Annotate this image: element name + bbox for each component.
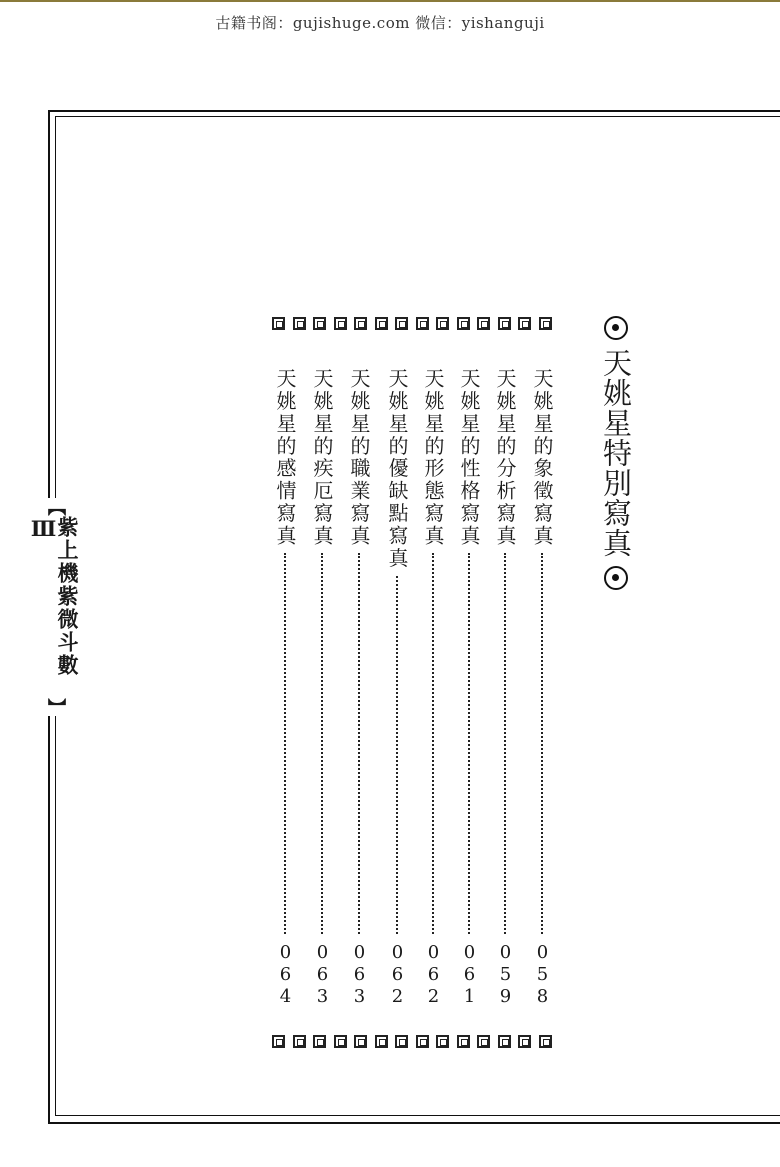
ornament-square (293, 1035, 306, 1048)
ornament-square (334, 317, 347, 330)
ornament-square (539, 1035, 552, 1048)
ornament-square (518, 1035, 531, 1048)
ornament-square (375, 317, 388, 330)
toc-leader-dots (321, 553, 323, 934)
toc-leader-dots (468, 553, 470, 934)
toc-entry-page: 063 (312, 942, 333, 1008)
ornament-square (272, 317, 285, 330)
ornament-square (375, 1035, 388, 1048)
ornament-border-top (272, 313, 552, 333)
ornament-square (498, 317, 511, 330)
ornament-square (416, 317, 429, 330)
toc-leader-dots (541, 553, 543, 934)
ornament-square (395, 1035, 408, 1048)
toc-entry-page: 058 (532, 942, 553, 1008)
toc-leader-dots (396, 576, 398, 934)
ornament-square (436, 317, 449, 330)
ornament-square (354, 317, 367, 330)
toc-entry-label: 天姚星的感情寫真 (273, 368, 297, 548)
toc-entry-page: 061 (459, 942, 480, 1008)
spine-bracket-close: 】 (45, 698, 66, 716)
section-title-text: 天姚星特別寫真 (599, 348, 633, 558)
toc-entry-label: 天姚星的職業寫真 (347, 368, 371, 548)
spine-bracket-open: 【 (45, 498, 66, 516)
ornament-square (477, 317, 490, 330)
toc-entry-page: 059 (495, 942, 516, 1008)
ornament-square (293, 317, 306, 330)
toc-entry-page: 062 (423, 942, 444, 1008)
ornament-square (477, 1035, 490, 1048)
ornament-square (457, 1035, 470, 1048)
toc-entry[interactable] (344, 368, 374, 1008)
toc-entry[interactable] (270, 368, 300, 1008)
ornament-square (416, 1035, 429, 1048)
toc-entry[interactable] (454, 368, 484, 1008)
ornament-square (313, 1035, 326, 1048)
ornament-square (436, 1035, 449, 1048)
ornament-square (498, 1035, 511, 1048)
ornament-border-bottom (272, 1031, 552, 1051)
toc-leader-dots (358, 553, 360, 934)
top-rule (0, 0, 780, 2)
spine-label (31, 498, 80, 716)
toc-entry-page: 063 (349, 942, 370, 1008)
toc-entry-label: 天姚星的形態寫真 (421, 368, 445, 548)
ornament-square (457, 317, 470, 330)
toc-leader-dots (504, 553, 506, 934)
ornament-square (518, 317, 531, 330)
toc-leader-dots (284, 553, 286, 934)
ornament-square (313, 317, 326, 330)
toc-leader-dots (432, 553, 434, 934)
toc-entry-label: 天姚星的性格寫真 (457, 368, 481, 548)
toc-entry-page: 062 (387, 942, 408, 1008)
watermark: 古籍书阁：gujishuge.com 微信：yishanguji (215, 14, 545, 32)
ornament-square (334, 1035, 347, 1048)
toc-entry-label: 天姚星的象徵寫真 (530, 368, 554, 548)
toc-entry-label: 天姚星的分析寫真 (493, 368, 517, 548)
spine-title: 紫上機紫微斗數Ⅲ (31, 516, 80, 677)
bullseye-icon (604, 316, 628, 340)
ornament-square (395, 317, 408, 330)
ornament-square (272, 1035, 285, 1048)
toc-entry[interactable] (382, 368, 412, 1008)
toc-entry-label: 天姚星的優缺點寫真 (385, 368, 409, 570)
toc-entry[interactable] (527, 368, 557, 1008)
toc-entry[interactable] (418, 368, 448, 1008)
section-title (598, 314, 634, 592)
toc-entry[interactable] (490, 368, 520, 1008)
bullseye-icon (604, 566, 628, 590)
ornament-square (539, 317, 552, 330)
toc-entry-label: 天姚星的疾厄寫真 (310, 368, 334, 548)
toc-entry[interactable] (307, 368, 337, 1008)
ornament-square (354, 1035, 367, 1048)
toc-entry-page: 064 (275, 942, 296, 1008)
